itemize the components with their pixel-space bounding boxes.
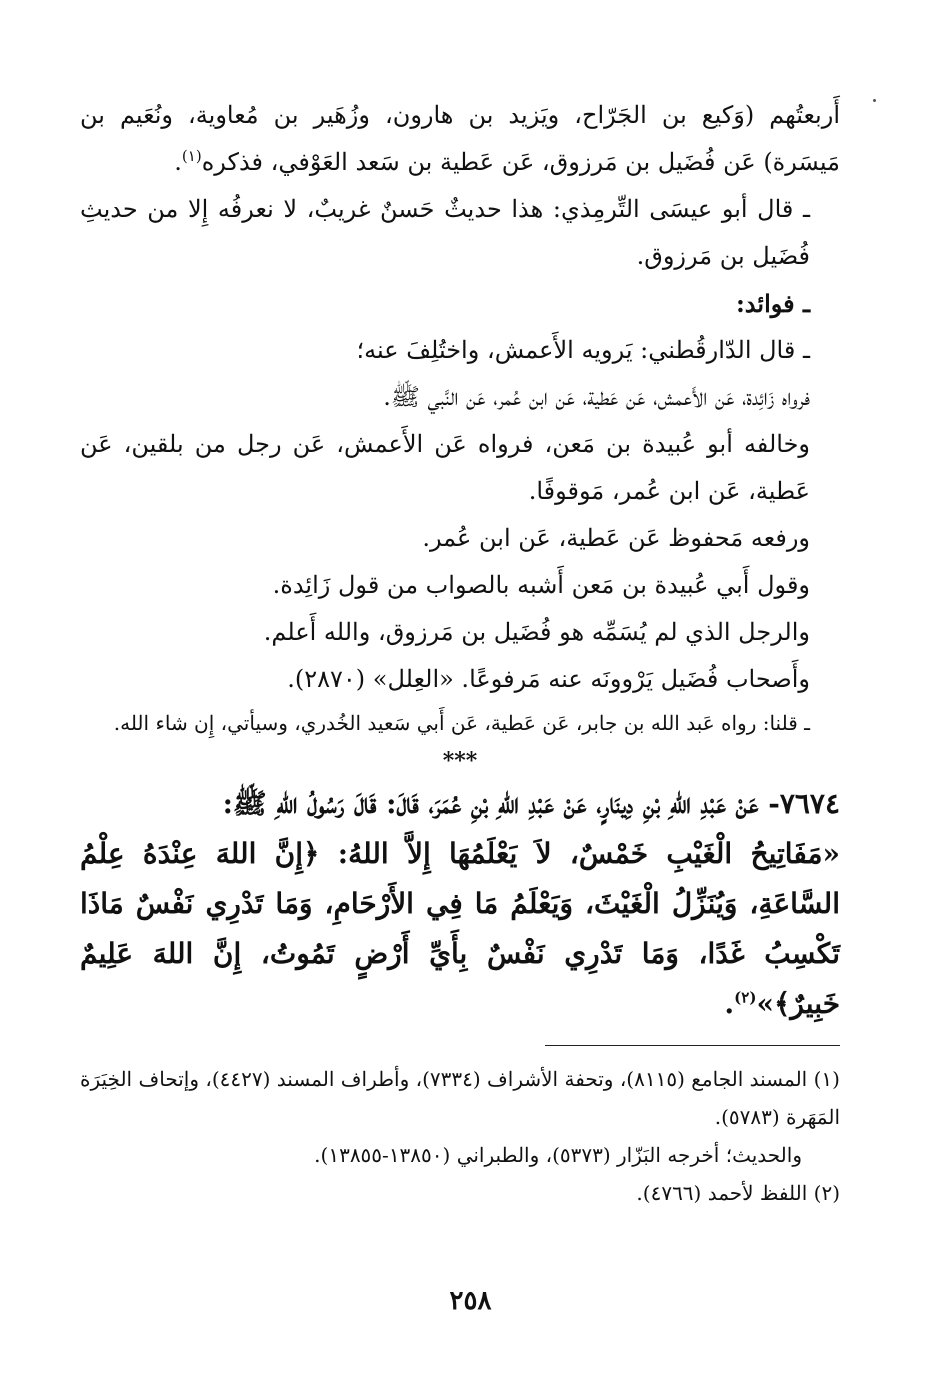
text-chain-line1: أَربعتُهم (وَكيع بن الجَرّاح، ويَزيد بن هارون، وزُهَير بن مُعاوية، ونُعَيم بن bbox=[80, 101, 840, 129]
fawaid-heading: ـ فوائد: bbox=[735, 289, 810, 318]
page-body bbox=[80, 92, 840, 1212]
text-chain-line2: مَيسَرة) عَن فُضَيل بن مَرزوق، عَن عَطية بن سَعد العَوْفي، فذكره bbox=[201, 148, 840, 176]
hadith-matn bbox=[80, 829, 840, 1029]
zaida-paragraph: فرواه زَائِدة، عَن الأَعمش، عَن عَطية، عَن ابن عُمر، عَن النَّبي ﷺ. bbox=[383, 383, 810, 411]
daraqutni-paragraph: ـ قال الدّارقُطني: يَرويه الأَعمش، واختُلِفَ عنه؛ bbox=[356, 336, 810, 364]
footnote-1-continued: والحديث؛ أخرجه البَزّار (٥٣٧٣)، والطبراني (١٣٨٥٠-١٣٨٥٥). bbox=[314, 1143, 802, 1167]
hadith-matn-text: «مَفَاتِيحُ الْغَيْبِ خَمْسٌ، لاَ يَعْلَمُهَا إِلاَّ اللهُ: ﴿إِنَّ اللهَ عِنْدَهُ عِلْمُ السَّاعَةِ، وَيُنَزِّلُ الْغَيْثَ، وَيَعْلَمُ مَا فِي الأَرْحَامِ، وَمَا تَدْرِي نَفْسٌ مَاذَا تَكْسِبُ غَدًا، وَمَا تَدْرِي نَفْسٌ بِأَيِّ أَرْضٍ تَمُوتُ، إِنَّ اللهَ عَلِيمٌ خَبِيرٌ﴾» bbox=[80, 837, 840, 1020]
scan-speck bbox=[873, 99, 876, 102]
footnote-2: (٢) اللفظ لأحمد (٤٧٦٦). bbox=[636, 1181, 840, 1205]
footnote-1: (١) المسند الجامع (٨١١٥)، وتحفة الأشراف (٧٣٣٤)، وأطراف المسند (٤٤٢٧)، وإتحاف الخِيَرَة المَهَرة (٥٧٨٣). bbox=[80, 1067, 840, 1129]
khalafahu-paragraph: وخالفه أبو عُبيدة بن مَعن، فرواه عَن الأَعمش، عَن رجل من بلقين، عَن عَطية، عَن ابن عُمر، مَوقوفًا. bbox=[80, 430, 810, 505]
footnote-ref-1[interactable]: (١) bbox=[181, 147, 202, 165]
page-number: ٢٥٨ bbox=[449, 1286, 492, 1316]
rajul-paragraph: والرجل الذي لم يُسَمِّه هو فُضَيل بن مَرزوق، والله أَعلم. bbox=[263, 618, 810, 646]
section-separator: *** bbox=[442, 748, 478, 774]
footnote-divider bbox=[545, 1045, 840, 1046]
hadith-matn-end: . bbox=[724, 987, 735, 1020]
footnote-ref-2[interactable]: (٢) bbox=[734, 988, 757, 1007]
tirmidhi-paragraph: ـ قال أبو عيسَى التِّرمِذي: هذا حديثٌ حَسنٌ غريبٌ، لا نعرفُه إِلا من حديثِ فُضَيل بن مَرزوق. bbox=[80, 195, 810, 270]
hadith-isnad: ٧٦٧٤- عَنْ عَبْدِ اللهِ بْنِ دِينَارٍ، عَنْ عَبْدِ اللهِ بْنِ عُمَرَ، قَالَ: قَالَ رَسُولُ اللهِ ﷺ: bbox=[222, 787, 840, 820]
text-chain-end: . bbox=[174, 148, 182, 176]
ashab-paragraph: وأَصحاب فُضَيل يَرْوونَه عنه مَرفوعًا. «العِلل» (٢٨٧٠). bbox=[287, 665, 810, 693]
qawl-paragraph: وقول أَبي عُبيدة بن مَعن أَشبه بالصواب من قول زَائِدة. bbox=[272, 571, 810, 599]
qulna-paragraph: ـ قلنا: رواه عَبد الله بن جابر، عَن عَطية، عَن أَبي سَعيد الخُدري، وسيأتي، إِن شاء الله. bbox=[113, 711, 810, 735]
rafahu-paragraph: ورفعه مَحفوظ عَن عَطية، عَن ابن عُمر. bbox=[422, 524, 810, 552]
paragraph-chain bbox=[80, 92, 840, 186]
